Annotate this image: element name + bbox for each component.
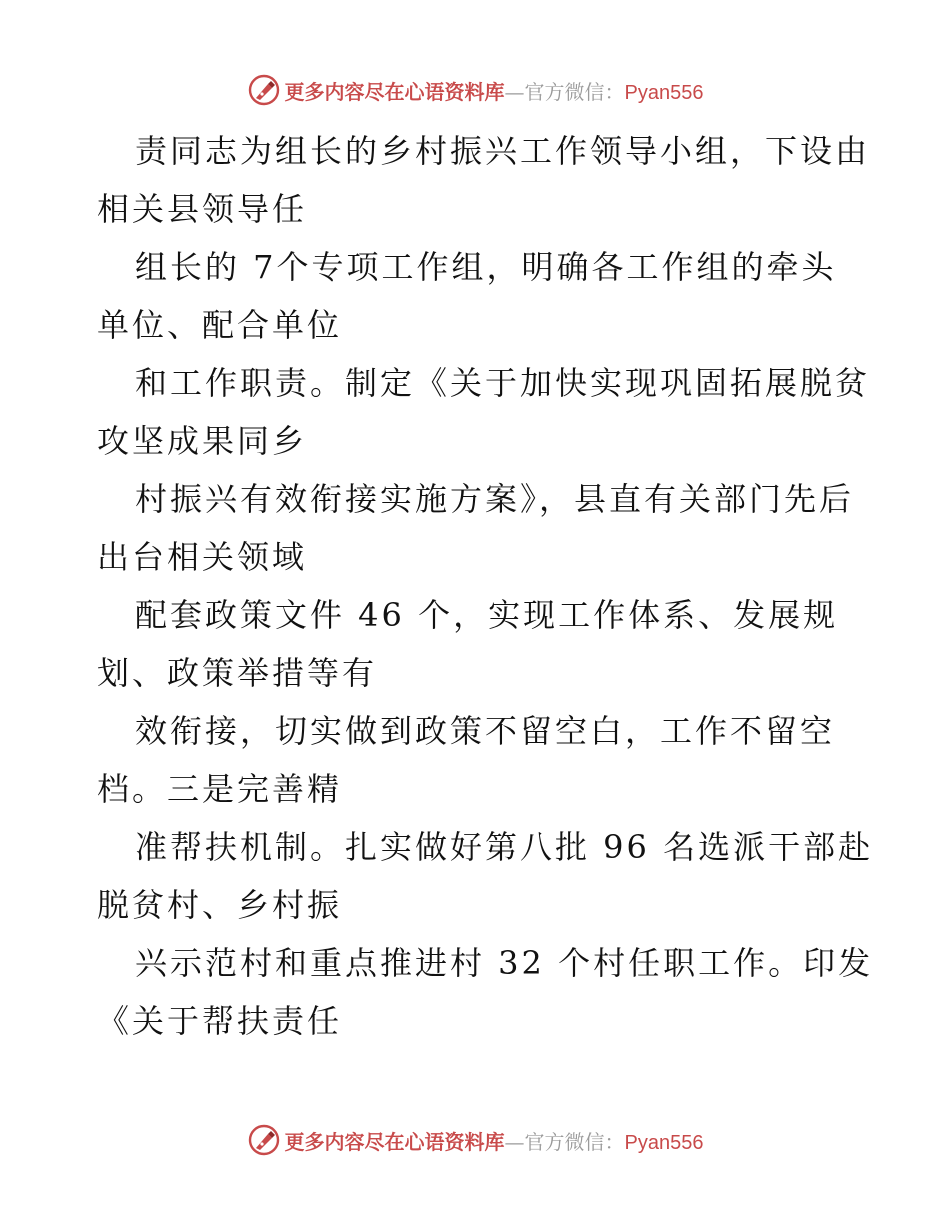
body-line: 攻坚成果同乡	[97, 422, 308, 460]
body-line: 组长的 7个专项工作组，明确各工作组的牵头	[135, 248, 837, 286]
header-wechat-id: Pyan556	[624, 81, 704, 104]
pen-nib-logo-icon	[247, 73, 281, 107]
footer-banner	[0, 1120, 950, 1160]
footer-separator: —	[504, 1129, 525, 1154]
header-separator: —	[504, 79, 525, 104]
footer-wechat-id: Pyan556	[624, 1131, 704, 1154]
body-line: 划、政策举措等有	[97, 654, 378, 692]
body-line: 兴示范村和重点推进村 32 个村任职工作。印发	[135, 944, 874, 982]
footer-main-text: 更多内容尽在心语资料库	[284, 1129, 505, 1154]
body-line: 配套政策文件 46 个，实现工作体系、发展规	[135, 596, 839, 634]
body-line: 责同志为组长的乡村振兴工作领导小组，下设由	[135, 132, 871, 170]
body-line: 单位、配合单位	[97, 306, 343, 344]
document-body	[97, 122, 874, 1050]
pen-nib-logo-icon	[247, 1123, 281, 1157]
body-line: 《关于帮扶责任	[97, 1002, 343, 1040]
footer-wechat-label: 官方微信：	[524, 1129, 625, 1154]
body-line: 和工作职责。制定《关于加快实现巩固拓展脱贫	[135, 364, 871, 402]
body-line: 村振兴有效衔接实施方案》，县直有关部门先后	[135, 480, 855, 518]
body-line: 档。三是完善精	[97, 770, 343, 808]
body-line: 准帮扶机制。扎实做好第八批 96 名选派干部赴	[135, 828, 874, 866]
body-line: 脱贫村、乡村振	[97, 886, 343, 924]
body-line: 效衔接，切实做到政策不留空白，工作不留空	[135, 712, 836, 750]
body-line: 相关县领导任	[97, 190, 308, 228]
header-main-text: 更多内容尽在心语资料库	[284, 79, 505, 104]
body-line: 出台相关领域	[97, 538, 308, 576]
header-banner	[0, 70, 950, 110]
header-text	[285, 76, 704, 105]
footer-text	[285, 1126, 704, 1155]
header-wechat-label: 官方微信：	[524, 79, 625, 104]
